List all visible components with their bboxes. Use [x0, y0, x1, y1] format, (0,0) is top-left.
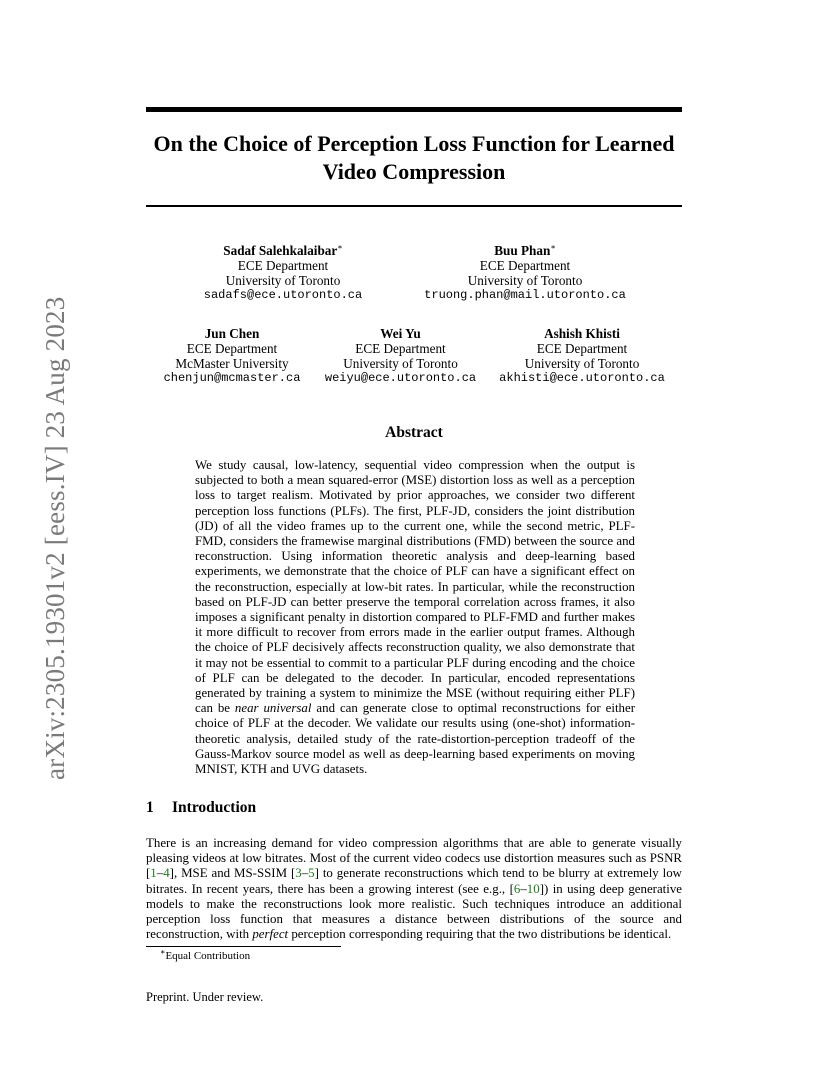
equal-contribution-mark: ∗ [550, 242, 556, 252]
author-name: Jun Chen [204, 326, 260, 341]
introduction-paragraph [146, 836, 682, 942]
author-name: Ashish Khisti [544, 326, 620, 341]
citation-link[interactable]: 3 [295, 866, 302, 881]
author-block [494, 326, 670, 386]
citation-link[interactable]: 6 [513, 881, 521, 896]
author-affiliation: University of Toronto [524, 356, 640, 371]
intro-text: ] to generate reconstructions which tend to be blurry at extremely low bitrates. In recent years, there has been a growing interest (see e.g., [ [146, 866, 682, 896]
author-block [198, 243, 368, 303]
citation-link[interactable]: 5 [308, 866, 315, 881]
title-top-rule [146, 107, 682, 112]
author-department: ECE Department [237, 258, 329, 273]
equal-contribution-mark: ∗ [337, 242, 343, 252]
abstract-body [195, 458, 635, 777]
intro-text: – [520, 881, 527, 896]
title-bottom-rule [146, 205, 682, 207]
author-affiliation: University of Toronto [467, 273, 583, 288]
author-block [415, 243, 635, 303]
author-department: ECE Department [536, 341, 628, 356]
author-email[interactable]: sadafs@ece.utoronto.ca [203, 288, 363, 302]
author-department: ECE Department [186, 341, 278, 356]
section-number: 1 [146, 799, 154, 816]
footnote-text: Equal Contribution [165, 950, 251, 962]
abstract-emphasis: near universal [234, 701, 312, 716]
preprint-notice: Preprint. Under review. [146, 990, 264, 1004]
author-department: ECE Department [355, 341, 446, 356]
intro-text: ], MSE and MS-SSIM [ [169, 866, 296, 881]
paper-title: On the Choice of Perception Loss Function for Learned Video Compression [153, 131, 675, 184]
intro-text: – [156, 866, 164, 881]
footnote-mark: ∗ [160, 947, 166, 957]
author-affiliation: University of Toronto [225, 273, 341, 288]
arxiv-identifier: arXiv:2305.19301v2 [eess.IV] 23 Aug 2023 [40, 296, 70, 780]
abstract-text: We study causal, low-latency, sequential video compression when the output is subjected to both a mean squared-error (MSE) distortion loss as well as a perception loss to target realism. Motivated by prior approaches, we consider two different perception loss functions (PLFs). The first, PLF-JD, considers the joint distribution (JD) of all the video frames up to the current one, while the second metric, PLF-FMD, considers the framewise marginal distributions (FMD) between the source and reconstruction. Using information theoretic analysis and deep-learning based experiments, we demonstrate that the choice of PLF can have a significant effect on the reconstruction, especially at low-bit rates. In particular, while the reconstruction based on PLF-JD can better preserve the temporal correlation across frames, it also imposes a significant penalty in distortion compared to PLF-FMD and further makes it more difficult to recover from errors made in the earlier output frames. Although the choice of PLF decisively affects reconstruction quality, we also demonstrate that it may not be essential to commit to a particular PLF during encoding and the choice of PLF can be delegated to the decoder. In particular, encoded representations generated by training a system to minimize the MSE (without requiring either PLF) can be [195, 458, 635, 716]
citation-link[interactable]: 1 [150, 866, 157, 881]
author-affiliation: University of Toronto [343, 356, 458, 371]
intro-text: ]) in using deep generative models to make the reconstructions look more realistic. Such techniques introduce an additional perception loss function that measures a distance between distributions of the source and reconstruction, with [146, 881, 683, 942]
intro-text: perception corresponding requiring that the two distributions be identical. [288, 927, 672, 942]
author-name: Buu Phan [494, 243, 551, 258]
section-title: Introduction [172, 799, 257, 816]
author-block [152, 326, 312, 386]
intro-text: – [301, 866, 309, 881]
author-email[interactable]: akhisti@ece.utoronto.ca [499, 371, 665, 385]
author-email[interactable]: truong.phan@mail.utoronto.ca [424, 288, 626, 302]
footnote [160, 947, 251, 962]
citation-link[interactable]: 4 [163, 866, 170, 881]
section-heading [146, 799, 256, 817]
author-affiliation: McMaster University [175, 356, 289, 371]
intro-emphasis: perfect [252, 927, 289, 942]
author-name: Sadaf Salehkalaibar [223, 243, 338, 258]
author-name: Wei Yu [380, 326, 421, 341]
abstract-heading: Abstract [385, 424, 443, 441]
citation-link[interactable]: 10 [526, 881, 540, 896]
footnote-rule [146, 946, 341, 947]
intro-text: There is an increasing demand for video compression algorithms that are able to generate visually pleasing videos at low bitrates. Most of the current video codecs use distortion measures such as PSNR [ [146, 836, 682, 881]
author-block [318, 326, 483, 386]
author-department: ECE Department [479, 258, 571, 273]
author-email[interactable]: weiyu@ece.utoronto.ca [324, 371, 477, 385]
abstract-text: and can generate close to optimal reconstructions for either choice of PLF at the decoder. We validate our results using (one-shot) information-theoretic analysis, detailed study of the rate-distortion-perception tradeoff of the Gauss-Markov source model as well as deep-learning based experiments on moving MNIST, KTH and UVG datasets. [195, 701, 635, 777]
author-email[interactable]: chenjun@mcmaster.ca [163, 371, 301, 385]
